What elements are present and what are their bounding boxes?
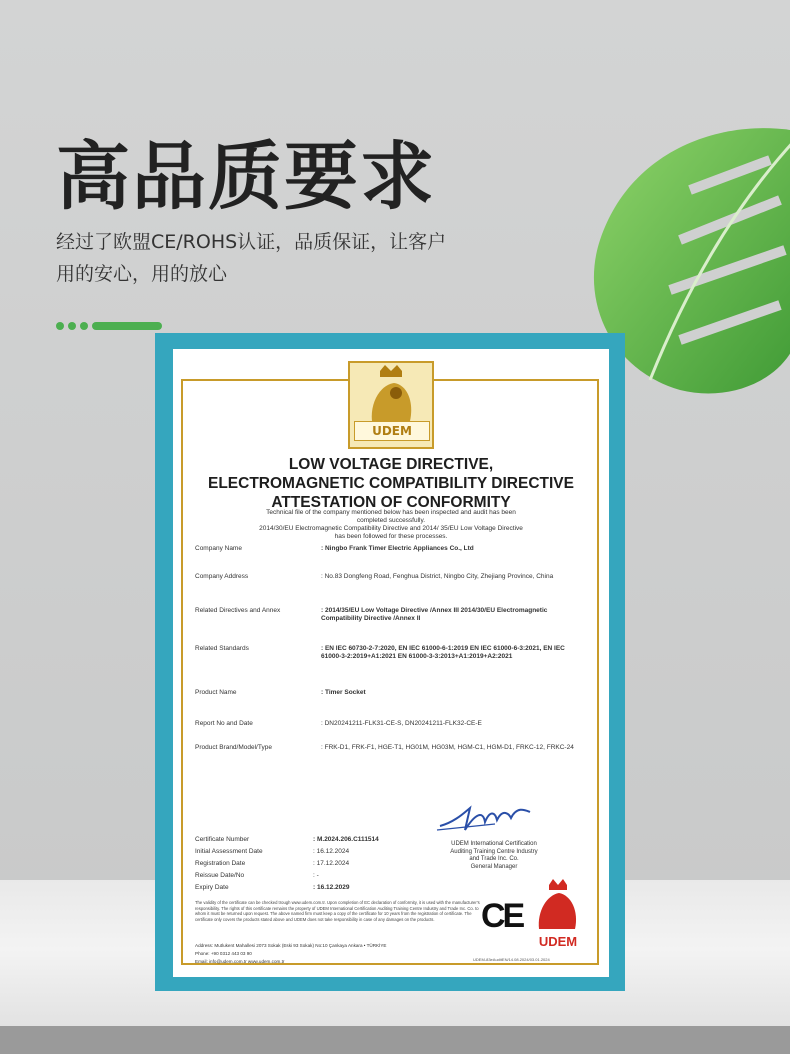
field-label: Report No and Date <box>195 720 253 727</box>
technical-note <box>213 509 569 541</box>
field-value: : 17.12.2024 <box>313 860 350 867</box>
page-subtitle <box>56 226 526 290</box>
dot <box>56 322 64 330</box>
bar <box>92 322 162 330</box>
field-value: : - <box>313 872 319 879</box>
field-label: Reissue Date/No <box>195 872 245 879</box>
authority-line: and Trade Inc. Co. <box>469 856 519 862</box>
field-label: Product Name <box>195 689 237 696</box>
field-label: Certificate Number <box>195 836 250 843</box>
technical-line: 2014/30/EU Electromagnetic Compatibility Directive and 2014/ 35/EU Low Voltage Directive <box>259 525 523 532</box>
udem-red-logo <box>525 879 591 949</box>
field-value: : EN IEC 60730-2-7:2020, EN IEC 61000-6-1:2019 EN IEC 61000-6-3:2021, EN IEC 61000-3-2:2019+A1:2021 EN 61000-3-3:2013+A1:2019+A2:2021 <box>321 645 565 660</box>
registration-date-row <box>195 860 349 868</box>
field-value: : Ningbo Frank Timer Electric Appliances Co., Ltd <box>321 545 474 552</box>
field-value: : M.2024.206.C111514 <box>313 836 379 843</box>
subtitle-line: 经过了欧盟CE/ROHS认证，品质保证，让客户 <box>56 231 447 253</box>
reissue-row <box>195 872 319 880</box>
initial-assessment-row <box>195 848 349 856</box>
page-headline: 高品质要求 <box>56 134 436 220</box>
udem-logo <box>348 361 434 449</box>
authority-line: UDEM International Certification <box>451 841 537 847</box>
certificate-frame <box>155 333 625 991</box>
technical-line: completed successfully. <box>356 517 426 524</box>
field-value: : 16.12.2029 <box>313 884 350 891</box>
certificate-title-line: ATTESTATION OF CONFORMITY <box>271 494 511 511</box>
authority-block <box>429 841 559 871</box>
lion-crown-icon <box>350 363 432 425</box>
red-logo-text: UDEM <box>538 934 578 949</box>
logo-text: UDEM <box>354 421 430 441</box>
decorative-dots <box>56 315 166 325</box>
field-value: : DN20241211-FLK31-CE-S, DN20241211-FLK32-CE-E <box>321 720 482 727</box>
field-label: Company Name <box>195 545 242 552</box>
field-value: : Timer Socket <box>321 689 366 696</box>
certificate-title-line: ELECTROMAGNETIC COMPATIBILITY DIRECTIVE <box>208 475 574 492</box>
address-line: Address: Mutlukent Mahallesi 2073 Sokak (Eski 93 Sokak) No:10 Çankaya Ankara • TÜRKİYE <box>195 943 387 948</box>
field-value: : FRK-D1, FRK-F1, HGE-T1, HG01M, HG03M, HGM-C1, HGM-D1, FRKC-12, FRKC-24 <box>321 744 574 751</box>
email-line: Email: info@udem.com.tr www.udem.com.tr <box>195 959 285 964</box>
dot <box>68 322 76 330</box>
field-label: Expiry Date <box>195 884 229 891</box>
field-label: Product Brand/Model/Type <box>195 744 272 751</box>
certificate-paper <box>173 349 609 977</box>
signature-image <box>435 804 535 834</box>
cert-number-row <box>195 836 379 844</box>
dot <box>80 322 88 330</box>
red-lion-icon <box>525 879 591 931</box>
field-label: Related Standards <box>195 645 249 652</box>
subtitle-line: 用的安心，用的放心 <box>56 263 228 285</box>
expiry-date-row <box>195 884 350 892</box>
certificate-title-line: LOW VOLTAGE DIRECTIVE, <box>288 456 494 473</box>
field-label: Registration Date <box>195 860 246 867</box>
field-label: Initial Assessment Date <box>195 848 263 855</box>
field-value: : No.83 Dongfeng Road, Fenghua District, Ningbo City, Zhejiang Province, China <box>321 573 554 580</box>
field-value: : 16.12.2024 <box>313 848 350 855</box>
field-label: Related Directives and Annex <box>195 607 281 614</box>
technical-line: has been followed for these processes. <box>334 533 448 540</box>
ce-mark: CE <box>481 897 523 935</box>
fine-print: The validity of the certificate can be checked trough www.udem.com.tr. Upon completion of EC declaration of conformity, it is used with the manufacturer's responsibility. The rights of this certificate remains the property of UDEM International Certification Auditing Training Centre Industry and Trade Inc. Co. to whom it must be returned upon request. The above named firm must keep a copy of the certificate for 10 years from the registration of certificate. The certificate only covers the products stated above and UDEM does not take responsibility in case of any damages on the products. <box>195 900 480 922</box>
authority-line: Auditing Training Centre Industry <box>450 848 538 855</box>
field-value: : 2014/35/EU Low Voltage Directive /Annex III 2014/30/EU Electromagnetic Compatibility Directive /Annex II <box>321 607 548 622</box>
field-label: Company Address <box>195 573 249 580</box>
reference-code: UDEM-83eAuditEN/14.08.2024/03.01.2024 <box>473 957 550 962</box>
authority-line: General Manager <box>470 863 518 870</box>
phone-line: Phone: +90 0312 443 03 90 <box>195 951 252 956</box>
technical-line: Technical file of the company mentioned below has been inspected and audit has been <box>266 509 516 516</box>
